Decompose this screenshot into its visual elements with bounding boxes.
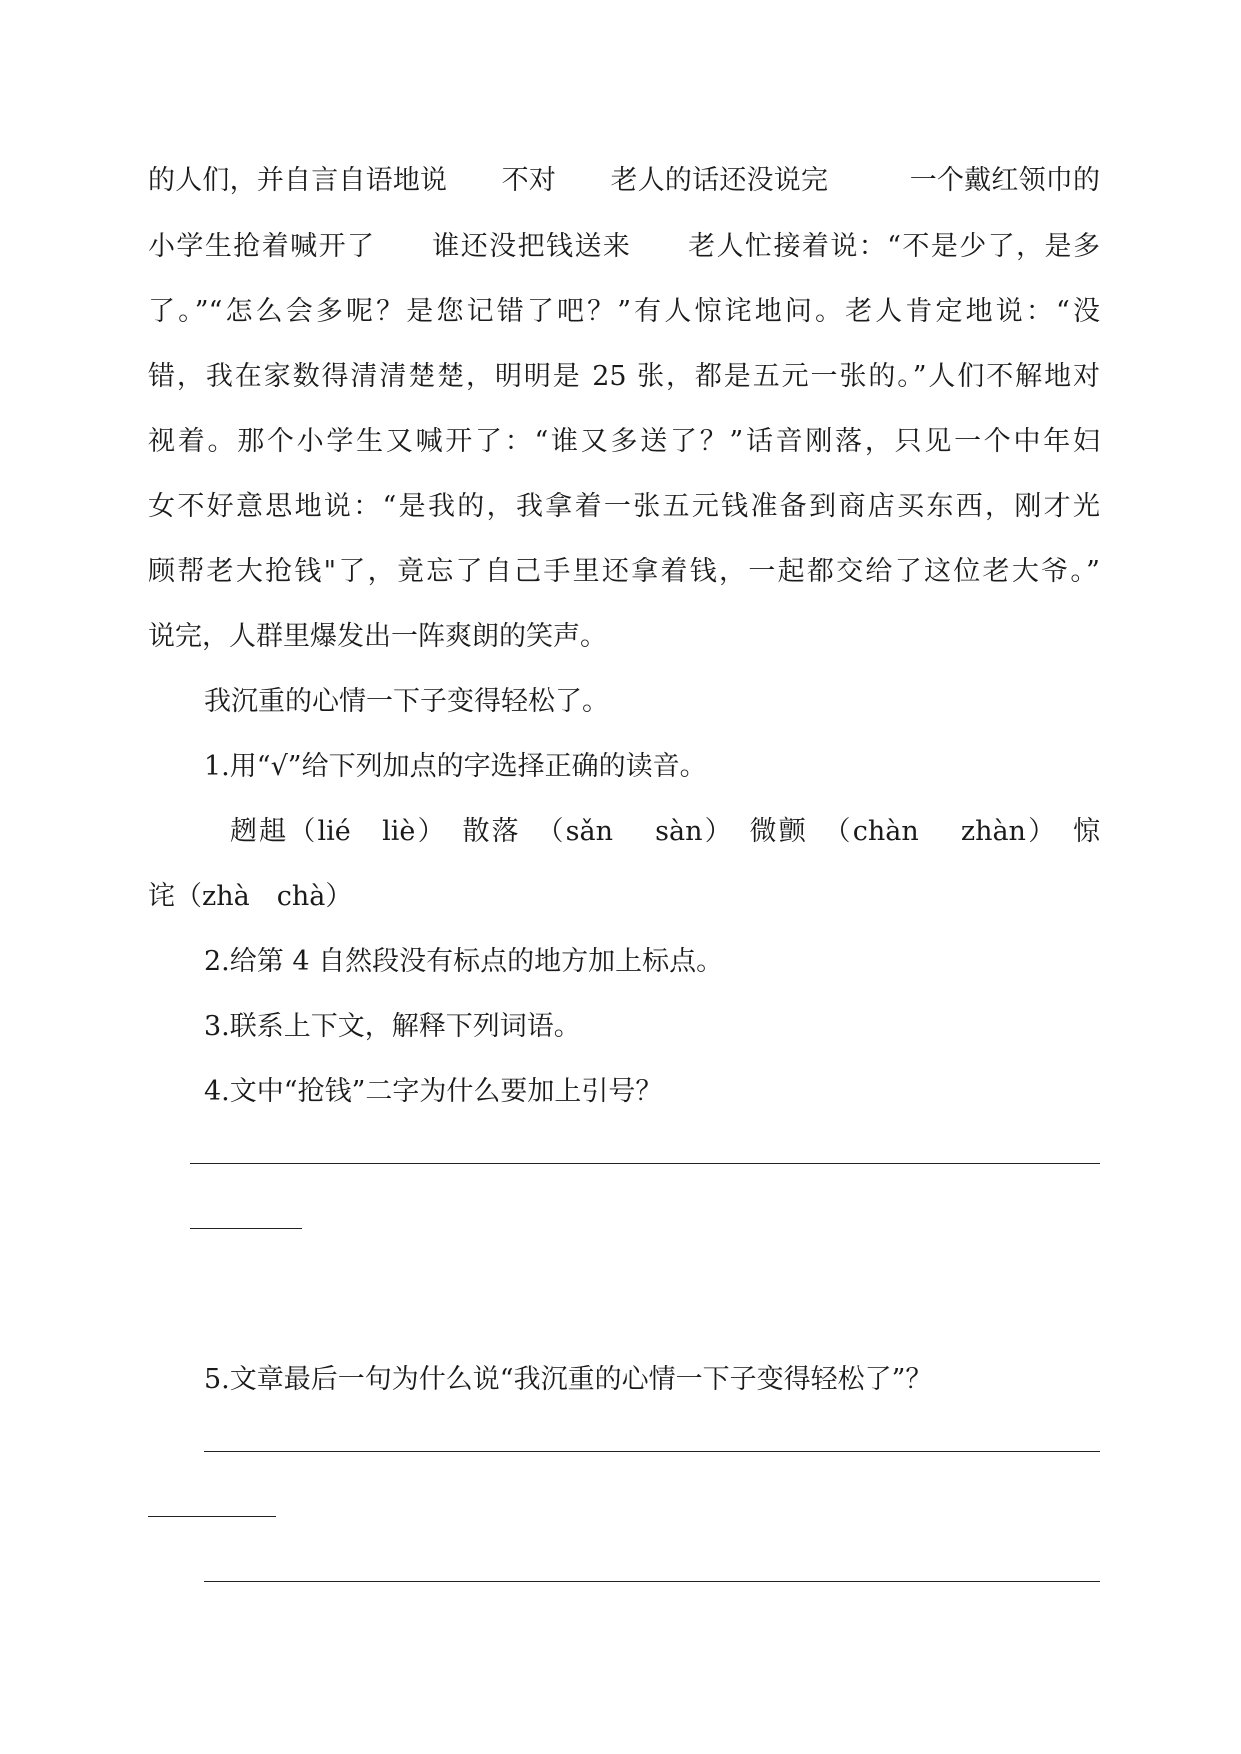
passage-line-4: 错，我在家数得清清楚楚，明明是 25 张，都是五元一张的。”人们不解地对 [148,361,1100,392]
question-1: 1.用“√”给下列加点的字选择正确的读音。 [204,751,707,782]
question-1-options-cont: 诧（zhà chà） [148,881,353,912]
answer-line[interactable] [190,1163,1100,1164]
passage-line-6: 女不好意思地说：“是我的，我拿着一张五元钱准备到商店买东西，刚才光 [148,491,1100,522]
question-2: 2.给第 4 自然段没有标点的地方加上标点。 [204,946,724,977]
answer-line[interactable] [204,1451,1100,1452]
question-4: 4.文中“抢钱”二字为什么要加上引号？ [204,1076,663,1107]
passage-line-7: 顾帮老大抢钱"了，竟忘了自己手里还拿着钱，一起都交给了这位老大爷。” [148,556,1100,587]
answer-line[interactable] [148,1516,276,1517]
question-3: 3.联系上下文，解释下列词语。 [204,1011,581,1042]
answer-line[interactable] [204,1581,1100,1582]
question-1-options: 趔趄（lié liè） 散落 （sǎn sàn） 微颤 （chàn zhàn） 惊 [230,816,1100,847]
passage-line-2: 小学生抢着喊开了 谁还没把钱送来 老人忙接着说：“不是少了，是多 [148,231,1100,262]
passage-line-8: 说完，人群里爆发出一阵爽朗的笑声。 [148,621,607,652]
passage-last-paragraph: 我沉重的心情一下子变得轻松了。 [204,686,609,717]
passage-line-1: 的人们，并自言自语地说 不对 老人的话还没说完 一个戴红领巾的 [148,165,1100,196]
question-5: 5.文章最后一句为什么说“我沉重的心情一下子变得轻松了”？ [204,1364,933,1395]
answer-line[interactable] [190,1228,302,1229]
passage-line-3: 了。”“怎么会多呢？是您记错了吧？”有人惊诧地问。老人肯定地说：“没 [148,296,1100,327]
passage-line-5: 视着。那个小学生又喊开了：“谁又多送了？”话音刚落，只见一个中年妇 [148,426,1100,457]
